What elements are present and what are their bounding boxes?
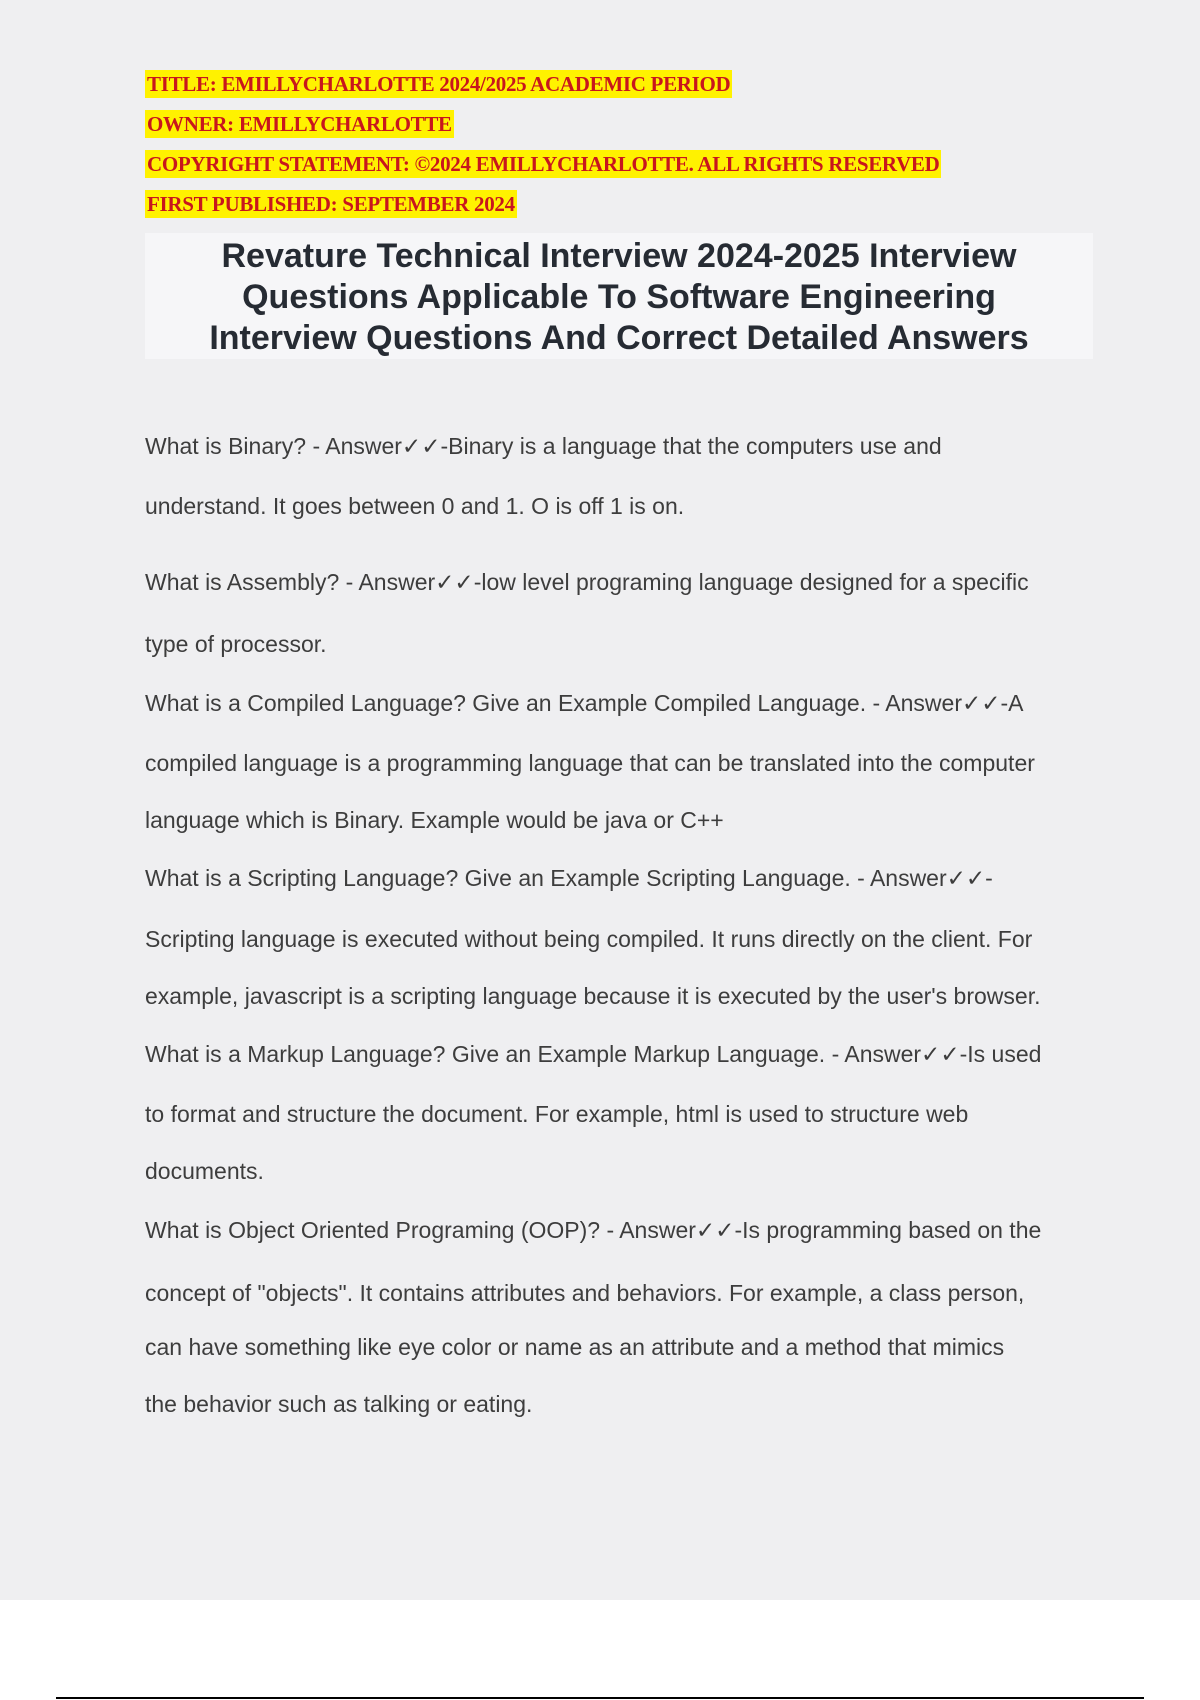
qa-line-assembly-answer: type of processor. <box>145 631 327 657</box>
qa-line-oop-answer-1: concept of "objects". It contains attributes and behaviors. For example, a class person, <box>145 1280 1025 1306</box>
qa-line-binary-question: What is Binary? - Answer✓✓-Binary is a language that the computers use and <box>145 433 942 459</box>
qa-line-binary-answer: understand. It goes between 0 and 1. O is off 1 is on. <box>145 493 685 519</box>
meta-published-line: FIRST PUBLISHED: SEPTEMBER 2024 <box>147 192 515 216</box>
document-title <box>145 233 1093 359</box>
footer-divider <box>56 1697 1144 1699</box>
qa-line-scripting-answer-1: Scripting language is executed without being compiled. It runs directly on the client. For <box>145 926 1033 952</box>
qa-line-scripting-question: What is a Scripting Language? Give an Example Scripting Language. - Answer✓✓- <box>145 865 993 891</box>
meta-copyright-line: COPYRIGHT STATEMENT: ©2024 EMILLYCHARLOTTE. ALL RIGHTS RESERVED <box>147 152 940 176</box>
qa-line-compiled-answer-1: compiled language is a programming language that can be translated into the computer <box>145 750 1035 776</box>
title-line-2: Questions Applicable To Software Engineering <box>242 278 996 316</box>
qa-line-oop-answer-3: the behavior such as talking or eating. <box>145 1391 533 1417</box>
qa-line-markup-question: What is a Markup Language? Give an Example Markup Language. - Answer✓✓-Is used <box>145 1041 1042 1067</box>
qa-line-compiled-question: What is a Compiled Language? Give an Example Compiled Language. - Answer✓✓-A <box>145 690 1024 716</box>
meta-owner-line: OWNER: EMILLYCHARLOTTE <box>147 112 452 136</box>
qa-line-compiled-answer-2: language which is Binary. Example would be java or C++ <box>145 807 724 833</box>
meta-title-line: TITLE: EMILLYCHARLOTTE 2024/2025 ACADEMIC PERIOD <box>147 72 731 96</box>
document-title-box <box>145 233 1093 359</box>
qa-line-scripting-answer-2: example, javascript is a scripting language because it is executed by the user's browser. <box>145 983 1041 1009</box>
document-metadata <box>145 70 941 230</box>
qa-line-assembly-question: What is Assembly? - Answer✓✓-low level programing language designed for a specific <box>145 569 1029 595</box>
title-line-3: Interview Questions And Correct Detailed Answers <box>209 319 1029 357</box>
qa-line-oop-question: What is Object Oriented Programing (OOP)? - Answer✓✓-Is programming based on the <box>145 1217 1042 1243</box>
qa-line-oop-answer-2: can have something like eye color or name as an attribute and a method that mimics <box>145 1334 1005 1360</box>
qa-line-markup-answer-1: to format and structure the document. For example, html is used to structure web <box>145 1101 969 1127</box>
qa-line-markup-answer-2: documents. <box>145 1158 264 1184</box>
title-line-1: Revature Technical Interview 2024-2025 Interview <box>221 237 1017 275</box>
